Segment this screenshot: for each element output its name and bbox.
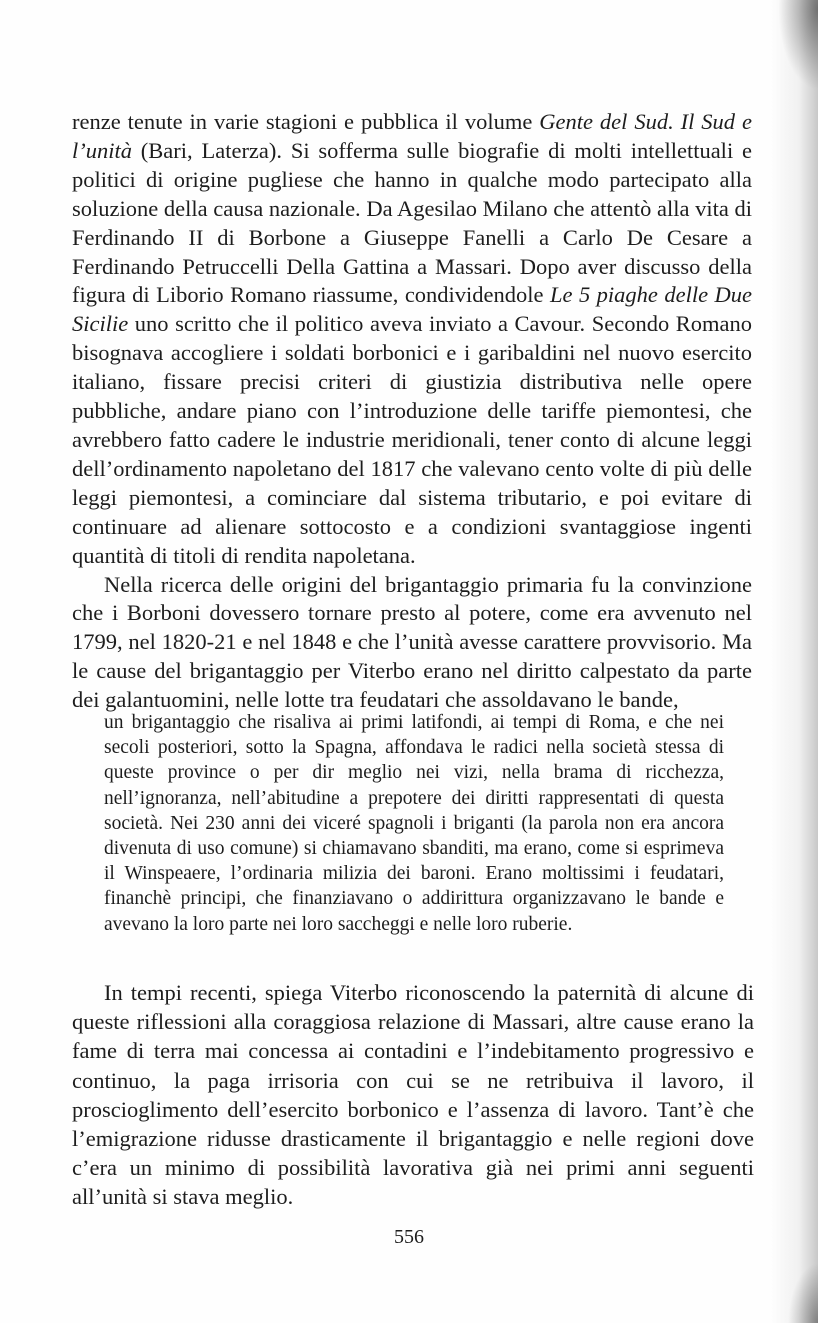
page-edge-shadow [770,0,818,1323]
body-text-top [72,108,752,715]
body-text-bottom [72,978,754,1212]
page-number: 556 [394,1226,424,1248]
paragraph-1-text-b: (Bari, Laterza). Si sofferma sulle biografie di molti intellettuali e politici di origine pugliese che hanno in qualche modo partecipato alla soluzione della causa nazionale. Da Agesilao Milano che attentò alla vita di Ferdinando II di Borbone a Giuseppe Fanelli a Carlo De Cesare a Ferdinando Petruccelli Della Gattina a Massari. Dopo aver discusso della figura di Liborio Romano riassume, condividendole [72,137,752,308]
quote-text: un brigantaggio che risaliva ai primi latifondi, ai tempi di Roma, e che nei secoli posteriori, sotto la Spagna, affondava le radici nella società stessa di queste province o per dir meglio nei vizi, nella brama di ricchezza, nell’ignoranza, nell’abitudine a prepotere dei diritti rappresentati di questa società. Nei 230 anni dei viceré spagnoli i briganti (la parola non era ancora divenuta di uso comune) si chiamavano sbanditi, ma erano, come si esprimeva il Winspeaere, l’ordinaria milizia dei baroni. Erano moltissimi i feudatari, financhè principi, che finanziavano o addirittura organizzavano le bande e avevano la loro parte nei loro saccheggi e nelle loro ruberie. [104,712,724,935]
paragraph-1-text-c: uno scritto che il politico aveva inviato a Cavour. Secondo Romano bisognava accogliere i soldati borbonici e i garibaldini nel nuovo esercito italiano, fissare precisi criteri di giustizia distributiva nelle opere pubbliche, andare piano con l’introduzione delle tariffe piemontesi, che avrebbero fatto cadere le industrie meridionali, tener conto di alcune leggi dell’ordinamento napoletano del 1817 che valevano cento volte di più delle leggi piemontesi, a cominciare dal sistema tributario, e poi evitare di continuare ad alienare sottocosto e a condizioni svantaggiose ingenti quantità di titoli di rendita napoletana. [72,311,752,568]
paragraph-1 [72,108,752,571]
scan-smudge-bottom [788,1263,818,1323]
block-quote [104,710,724,937]
scan-smudge-top [778,0,818,90]
paragraph-2: Nella ricerca delle origini del brigantaggio primaria fu la convinzione che i Borboni dovessero tornare presto al potere, come era avvenuto nel 1799, nel 1820-21 e nel 1848 e che l’unità avesse carattere provvisorio. Ma le cause del brigantaggio per Viterbo erano nel diritto calpestato da parte dei galantuomini, nelle lotte tra feudatari che assoldavano le bande, [72,571,752,713]
paragraph-3: In tempi recenti, spiega Viterbo riconoscendo la paternità di alcune di queste riflessioni alla coraggiosa relazione di Massari, altre cause erano la fame di terra mai concessa ai contadini e l’indebitamento progressivo e continuo, la paga irrisoria con cui se ne retribuiva il lavoro, il proscioglimento dell’esercito borbonico e l’assenza di lavoro. Tant’è che l’emigrazione ridusse drasticamente il brigantaggio e nelle regioni dove c’era un minimo di possibilità lavorativa già nei primi anni seguenti all’unità si stava meglio. [72,980,754,1210]
paragraph-1-text-a: renze tenute in varie stagioni e pubblica il volume [72,109,540,134]
book-title: Gente del Sud. Il Sud e l’unità [72,109,752,163]
work-title: Le 5 piaghe delle Due Sicilie [72,282,753,337]
